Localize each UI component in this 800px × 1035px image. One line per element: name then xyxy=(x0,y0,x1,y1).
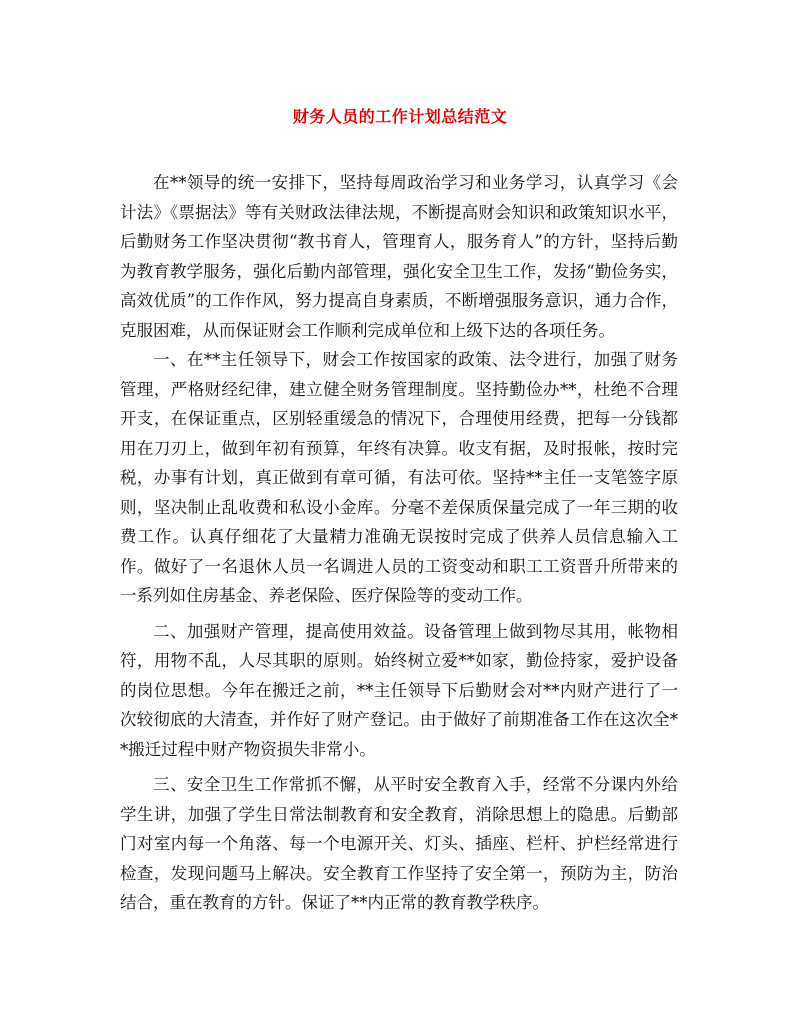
document-title: 财务人员的工作计划总结范文 xyxy=(292,107,508,126)
document-body xyxy=(120,168,678,918)
paragraph-section-1: 一、在**主任领导下，财会工作按国家的政策、法令进行，加强了财务管理，严格财经纪律，建立健全财务管理制度。坚持勤俭办**，杜绝不合理开支，在保证重点，区别轻重缓急的情况下，合理使用经费，把每一分钱都用在刀刃上，做到年初有预算，年终有决算。收支有据，及时报帐，按时完税，办事有计划，真正做到有章可循，有法可依。坚持**主任一支笔签字原则，坚决制止乱收费和私设小金库。分毫不差保质保量完成了一年三期的收费工作。认真仔细花了大量精力准确无误按时完成了供养人员信息输入工作。做好了一名退休人员一名调进人员的工资变动和职工工资晋升所带来的一系列如住房基金、养老保险、医疗保险等的变动工作。 xyxy=(120,350,678,605)
paragraph-section-2: 二、加强财产管理，提高使用效益。设备管理上做到物尽其用，帐物相符，用物不乱，人尽其职的原则。始终树立爱**如家，勤俭持家，爱护设备的岗位思想。今年在搬迁之前，**主任领导下后勤财会对**内财产进行了一次较彻底的大清查，并作好了财产登记。由于做好了前期准备工作在这次全**搬迁过程中财产物资损失非常小。 xyxy=(120,621,678,759)
paragraph-section-3: 三、安全卫生工作常抓不懈，从平时安全教育入手，经常不分课内外给学生讲，加强了学生日常法制教育和安全教育，消除思想上的隐患。后勤部门对室内每一个角落、每一个电源开关、灯头、插座、栏杆、护栏经常进行检查，发现问题马上解决。安全教育工作坚持了安全第一，预防为主，防治结合，重在教育的方针。保证了**内正常的教育教学秩序。 xyxy=(120,775,678,912)
paragraph-intro: 在**领导的统一安排下，坚持每周政治学习和业务学习，认真学习《会计法》《票据法》等有关财政法律法规，不断提高财会知识和政策知识水平，后勤财务工作坚决贯彻“教书育人，管理育人，服务育人”的方针，坚持后勤为教育教学服务，强化后勤内部管理，强化安全卫生工作，发扬“勤俭务实，高效优质”的工作作风，努力提高自身素质，不断增强服务意识，通力合作，克服困难，从而保证财会工作顺利完成单位和上级下达的各项任务。 xyxy=(120,173,678,340)
